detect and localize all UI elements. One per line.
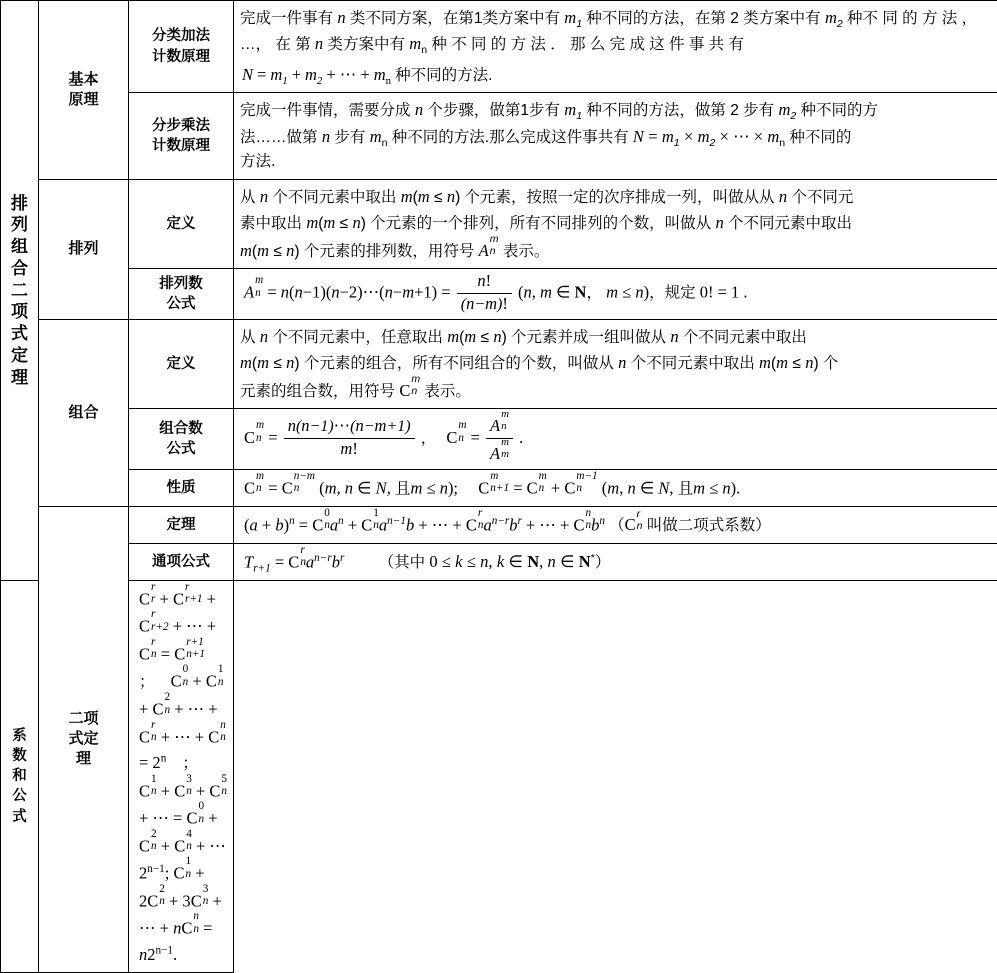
section-label-line: 基本 (45, 70, 122, 90)
topic-line: 排列数 (135, 274, 227, 294)
table-row (1, 470, 997, 507)
section-label-permutation (39, 179, 129, 319)
title-char: 项 (7, 301, 32, 323)
title-char: 排 (7, 193, 32, 215)
topic-multiplication-principle (129, 93, 234, 179)
topic-addition-principle (129, 1, 234, 93)
topic-binomial-general-term (129, 543, 234, 580)
topic-binomial-theorem (129, 506, 234, 543)
section-label-line: 式定 (45, 729, 122, 749)
section-label-basic (39, 1, 129, 180)
content-multiplication-principle: 完成一件事情，需要分成 n 个步骤，做第1步有 $m_1$ 种不同的方法，做第 2 步有 $m_2$ 种不同的方 法……做第 n 步有 $m_n$ 种不同的方法.那么完成这件事共有 $N = m_1 \times m_2$ × ⋯ × $m_n$ 种不同的 方法. (234, 93, 997, 179)
topic-line: 定义 (135, 354, 227, 374)
content-binomial-general-term: $T_{r+1} = C$ r n $a^{n-r}b^r$ （其中 0 ≤ k ≤ n, k ∈ N, n ∈ N*） (234, 543, 997, 580)
title-char: 理 (7, 367, 32, 389)
title-char: 合 (7, 258, 32, 280)
table-row (1, 269, 997, 320)
topic-line: 定义 (135, 214, 227, 234)
topic-combination-property (129, 470, 234, 507)
topic-line: 组合数 (135, 419, 227, 439)
topic-line: 性质 (135, 478, 227, 498)
content-binomial-theorem: $(a + b)^n = C$ 0 n $a^n + C$ 1 n $a^{n-1}b$ + ⋯ + C r n $a^{n-r}b^r$ + ⋯ + C n n $b^n$ （C r n 叫做二项式系数） (234, 506, 997, 543)
topic-line: 计数原理 (135, 136, 227, 156)
topic-line: 分类加法 (135, 26, 227, 46)
topic-line: 计数原理 (135, 47, 227, 67)
content-permutation-definition: 从 n 个不同元素中取出 m(m ≤ n) 个元素，按照一定的次序排成一列，叫做从从 n 个不同元 素中取出 m(m ≤ n) 个元素的一个排列，所有不同排列的个数，叫做从 n 个不同元素中取出 m(m ≤ n) 个元素的排列数，用符号 A m n 表示。 (234, 179, 997, 268)
section-label-line: 理 (45, 749, 122, 769)
title-char: 定 (7, 345, 32, 367)
title-char: 式 (7, 323, 32, 345)
topic-line: 通项公式 (135, 552, 227, 572)
topic-line: 系数和 (7, 726, 32, 787)
topic-permutation-formula (129, 269, 234, 320)
content-combination-definition: 从 n 个不同元素中，任意取出 m(m ≤ n) 个元素并成一组叫做从 n 个不同元素中取出 m(m ≤ n) 个元素的组合，所有不同组合的个数，叫做从 n 个不同元素中取出 m(m ≤ n) 个 元素的组合数，用符号 C m n 表示。 (234, 319, 997, 408)
content-permutation-formula: A m n = n(n−1)(n−2)⋯(n−m+1) = $\frac{n!}{(n-m)!}$ (n, m ∈ N， m ≤ n)，规定 0! = 1 . (234, 269, 997, 320)
topic-combination-formula (129, 409, 234, 470)
table-row (1, 409, 997, 470)
section-label-line: 组合 (45, 403, 122, 423)
title-char: 组 (7, 236, 32, 258)
sheet-title-cell (1, 1, 39, 581)
table-row (1, 179, 997, 268)
section-label-line: 排列 (45, 239, 122, 259)
content-combination-property: C m n = C n−m n (m, n ∈ N, 且m ≤ n); C m n+1 = C m n + C m−1 n (m, n ∈ N, 且m ≤ n). (234, 470, 997, 507)
topic-permutation-definition (129, 179, 234, 268)
content-addition-principle: 完成一件事有 n 类不同方案，在第1类方案中有 $m_1$ 种不同的方法，在第 2 类方案中有 $m_2$ 种不 同 的 方 法 ， …， 在 第 n 类方案中有 $m_n$ 种 不 同 的 方 法 ． 那 么 完 成 这 件 事 共 有 $N = m_1 + m_2$ + ⋯ + $m_n$ 种不同的方法. (234, 1, 997, 93)
table-row (1, 93, 997, 179)
section-label-line: 二项 (45, 709, 122, 729)
table-row (1, 543, 997, 580)
table-row (1, 1, 997, 93)
title-char: 列 (7, 214, 32, 236)
table-row (1, 319, 997, 408)
topic-binomial-coefficient-sum (1, 580, 39, 972)
content-combination-formula: C m n = $\frac{n(n-1)\cdots(n-m+1)}{m!}$ ， C m n = A m n A m m . (234, 409, 997, 470)
section-label-line: 原理 (45, 90, 122, 110)
topic-line: 定理 (135, 515, 227, 535)
title-char: 二 (7, 280, 32, 302)
section-label-combination (39, 319, 129, 506)
topic-line: 公式 (135, 439, 227, 459)
topic-line: 公式 (7, 786, 32, 827)
topic-line: 分步乘法 (135, 116, 227, 136)
section-label-binomial (39, 506, 129, 972)
content-binomial-coefficient-sum: C r r + C r r+1 + C r r+2 + ⋯ + C r n = C r+1 n+1 ； C 0 n + C 1 n + C 2 n + ⋯ + C r n + ⋯ + C n n = $2^n$ ； C 1 n + C 3 n + C 5 n + ⋯ = C 0 n + C 2 n + C 4 n + ⋯ $2^{n-1}$; C 1 n + 2C 2 n + 3C 3 n + ⋯ + nC n n = $n2^{n-1}$. (129, 580, 234, 972)
table-row (1, 580, 997, 972)
table-row (1, 506, 997, 543)
topic-combination-definition (129, 319, 234, 408)
topic-line: 公式 (135, 294, 227, 314)
